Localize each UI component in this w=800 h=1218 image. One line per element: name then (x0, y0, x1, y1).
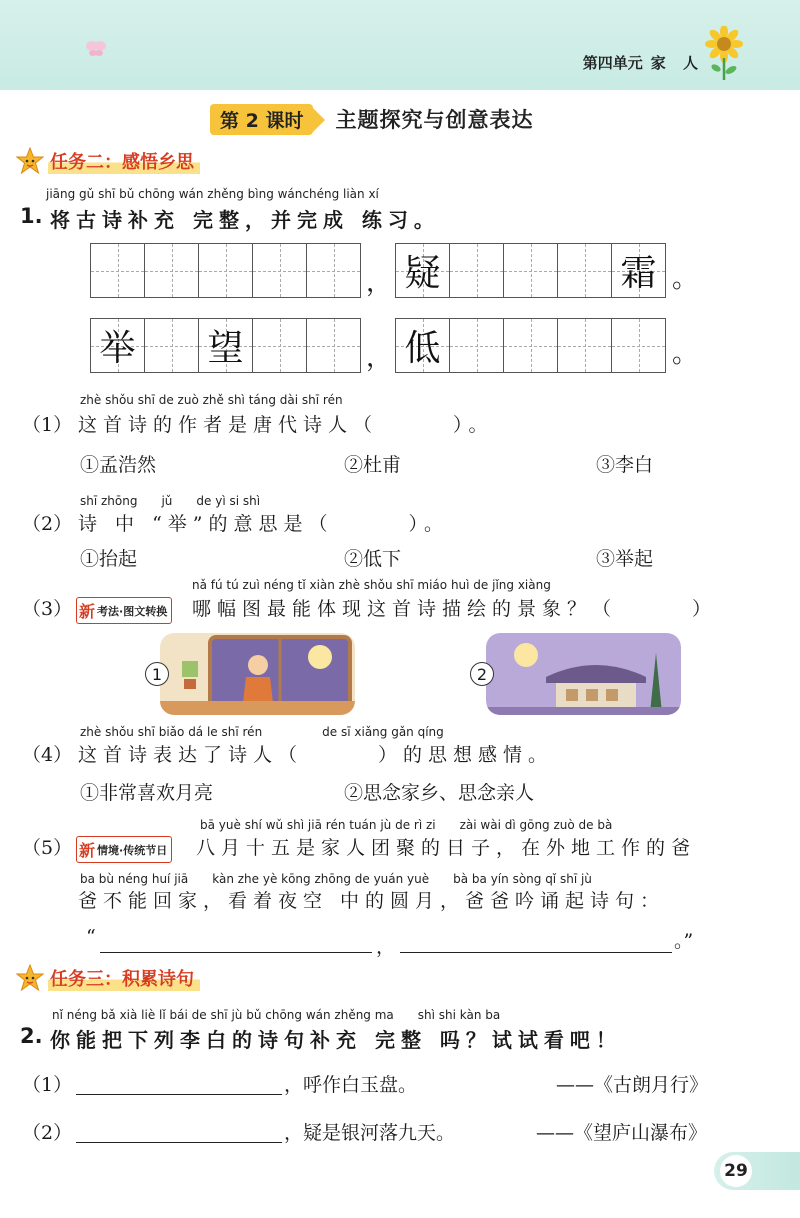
sub1-pinyin: zhè shǒu shī de zuò zhě shì táng dài shī rén (80, 393, 343, 407)
poem-cell[interactable] (306, 318, 361, 373)
q2-item2-source: ——《望庐山瀑布》 (536, 1122, 708, 1144)
star-face-icon (16, 147, 44, 175)
sub2-option-2[interactable]: ②低下 (344, 548, 402, 570)
sub5-comma: ， (376, 936, 396, 958)
unit-label (583, 52, 704, 73)
q2-item1-label: （1） (22, 1074, 73, 1096)
poem-cell[interactable] (557, 243, 612, 298)
poem-cell: 疑 (395, 243, 450, 298)
page-number: 29 (720, 1155, 752, 1187)
poem-cell: 低 (395, 318, 450, 373)
sub3-text: 哪幅图最能体现这首诗描绘的景象？（ ） (192, 598, 718, 620)
picture-2-outdoor-moon[interactable] (486, 633, 681, 715)
sub3-pinyin: nǎ fú tú zuì néng tǐ xiàn zhè shǒu shī miáo huì de jǐng xiàng (192, 578, 551, 592)
sub5-close: 。” (674, 930, 694, 952)
sub5-label: （5） (22, 837, 73, 859)
task2-title: 任务二：感悟乡思 (48, 148, 200, 174)
sub4-pinyin: zhè shǒu shī biǎo dá le shī rén de sī xiǎng gǎn qíng (80, 725, 444, 739)
task3-title: 任务三：积累诗句 (48, 965, 200, 991)
poem-cell[interactable] (252, 318, 307, 373)
sub4-text: 这首诗表达了诗人（ ）的思想感情。 (78, 744, 554, 766)
sub5-tag: 新 情境·传统节日 (76, 836, 172, 863)
poem-cell[interactable] (90, 243, 145, 298)
poem-row1-right (395, 243, 665, 298)
butterfly-icon (84, 38, 108, 58)
sunflower-icon (704, 26, 744, 82)
q2-item2-text: ，疑是银河落九天。 (284, 1122, 456, 1144)
sub5-text-2: 爸不能回家，看着夜空 中的圆月，爸爸吟诵起诗句： (78, 890, 666, 912)
sub1-option-3[interactable]: ③李白 (596, 454, 654, 476)
lesson-title (210, 104, 533, 134)
picture-1-indoor-moon[interactable] (160, 633, 355, 715)
q1-pinyin: jiāng gǔ shī bǔ chōng wán zhěng bìng wánchéng liàn xí (46, 187, 379, 201)
q1-text: 将古诗补充 完整，并完成 练习。 (50, 208, 440, 232)
poem-cell[interactable] (144, 243, 199, 298)
poem-row1-left (90, 243, 360, 298)
unit-title: 家 人 (650, 54, 704, 72)
sub3-tag: 新 考法·图文转换 (76, 597, 172, 624)
poem-row2-left (90, 318, 360, 373)
row2-period: 。 (672, 339, 699, 369)
sub5-open-quote: “ (86, 926, 96, 948)
picture-2-number: 2 (470, 662, 494, 686)
sub1-label: （1） (22, 414, 73, 436)
picture-1-number: 1 (145, 662, 169, 686)
sub2-pinyin: shī zhōng jǔ de yì si shì (80, 494, 261, 508)
sub4-option-1[interactable]: ①非常喜欢月亮 (80, 782, 214, 804)
sub5-answer-blank-2[interactable] (400, 930, 672, 953)
sub5-pinyin-2: ba bù néng huí jiā kàn zhe yè kōng zhōng de yuán yuè bà ba yín sòng qǐ shī jù (80, 872, 592, 886)
sub1-option-2[interactable]: ②杜甫 (344, 454, 402, 476)
q2-item1-blank[interactable] (76, 1072, 282, 1095)
sub3-label: （3） (22, 598, 73, 620)
poem-cell[interactable] (557, 318, 612, 373)
q2-number: 2. (20, 1024, 43, 1048)
poem-cell: 望 (198, 318, 253, 373)
poem-cell[interactable] (198, 243, 253, 298)
task3-heading (16, 963, 200, 993)
row1-comma: ， (366, 268, 393, 298)
sub2-option-1[interactable]: ①抬起 (80, 548, 138, 570)
header-band (0, 0, 800, 90)
poem-row2-right (395, 318, 665, 373)
sub2-text: 诗 中 “举”的意思是（ ）。 (78, 513, 450, 535)
sub5-text-1: 八月十五是家人团聚的日子，在外地工作的爸 (196, 837, 697, 859)
unit-number: 第四单元 (582, 54, 643, 72)
sub4-label: （4） (22, 744, 73, 766)
task2-heading (16, 146, 200, 176)
poem-cell: 霜 (611, 243, 666, 298)
poem-cell[interactable] (503, 243, 558, 298)
header-wave (0, 78, 800, 102)
star-face-icon (16, 964, 44, 992)
sub1-text: 这首诗的作者是唐代诗人（ ）。 (78, 414, 494, 436)
poem-cell[interactable] (449, 318, 504, 373)
q2-item2-blank[interactable] (76, 1120, 282, 1143)
sub2-label: （2） (22, 513, 73, 535)
q2-text: 你能把下列李白的诗句补充 完整 吗？试试看吧！ (50, 1028, 622, 1052)
q2-pinyin: nǐ néng bǎ xià liè lǐ bái de shī jù bǔ chōng wán zhěng ma shì shi kàn ba (52, 1008, 501, 1022)
lesson-badge: 第 2 课时 (210, 104, 313, 135)
lesson-main-title: 主题探究与创意表达 (335, 108, 534, 132)
poem-cell[interactable] (252, 243, 307, 298)
poem-cell: 举 (90, 318, 145, 373)
row1-period: 。 (672, 264, 699, 294)
q2-item1-source: ——《古朗月行》 (556, 1074, 709, 1096)
sub5-pinyin-1: bā yuè shí wǔ shì jiā rén tuán jù de rì zi zài wài dì gōng zuò de bà (200, 818, 613, 832)
q2-item2-label: （2） (22, 1122, 73, 1144)
poem-cell[interactable] (306, 243, 361, 298)
poem-cell[interactable] (503, 318, 558, 373)
poem-cell[interactable] (449, 243, 504, 298)
poem-cell[interactable] (611, 318, 666, 373)
q2-item1-text: ，呼作白玉盘。 (284, 1074, 418, 1096)
sub4-option-2[interactable]: ②思念家乡、思念亲人 (344, 782, 535, 804)
sub5-answer-blank-1[interactable] (100, 930, 372, 953)
poem-cell[interactable] (144, 318, 199, 373)
sub2-option-3[interactable]: ③举起 (596, 548, 654, 570)
page-number-tab (714, 1152, 800, 1190)
sub1-option-1[interactable]: ①孟浩然 (80, 454, 157, 476)
row2-comma: ， (366, 343, 393, 373)
q1-number: 1. (20, 204, 43, 228)
